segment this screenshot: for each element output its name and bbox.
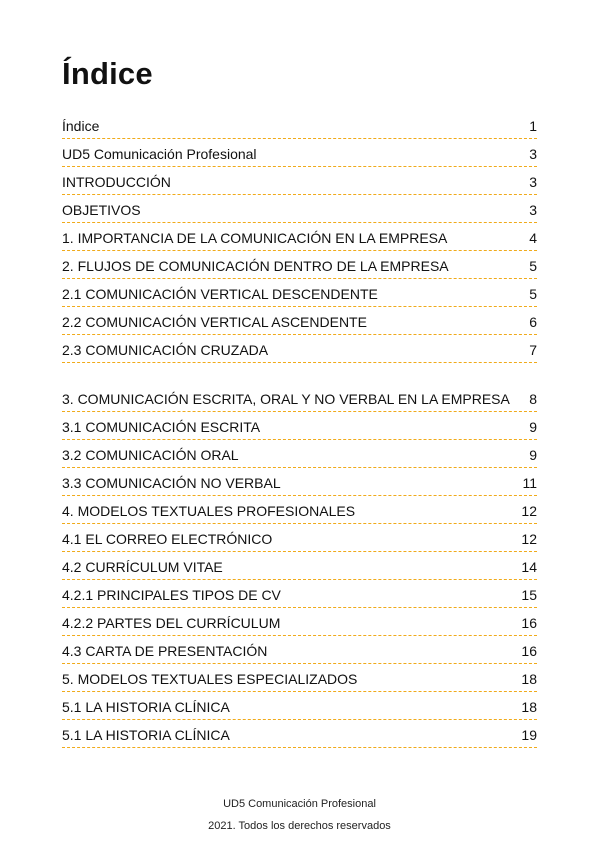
toc-entry-section-2[interactable] [62, 252, 537, 279]
toc-entry-section-2-3[interactable] [62, 336, 537, 363]
toc-entry-page-number: 4 [529, 230, 537, 246]
toc-entry-page-number: 14 [521, 559, 537, 575]
toc-entry-page-number: 3 [529, 146, 537, 162]
toc-entry-section-1[interactable] [62, 224, 537, 251]
toc-entry-page-number: 3 [529, 174, 537, 190]
toc-entry-page-number: 9 [529, 419, 537, 435]
toc-entry-label: 5.1 LA HISTORIA CLÍNICA [62, 699, 230, 715]
toc-entry-label: 5. MODELOS TEXTUALES ESPECIALIZADOS [62, 671, 358, 687]
toc-entry-label: 3. COMUNICACIÓN ESCRITA, ORAL Y NO VERBAL EN LA EMPRESA [62, 391, 510, 407]
toc-entry-section-4-2-2[interactable] [62, 609, 537, 636]
footer-course-title: UD5 Comunicación Profesional [223, 798, 376, 810]
toc-entry-label: 5.1 LA HISTORIA CLÍNICA [62, 727, 230, 743]
toc-entry-label: 4.3 CARTA DE PRESENTACIÓN [62, 643, 268, 659]
toc-entry-label: 4.2.1 PRINCIPALES TIPOS DE CV [62, 587, 281, 603]
toc-entry-label: UD5 Comunicación Profesional [62, 146, 257, 162]
toc-entry-section-2-1[interactable] [62, 280, 537, 307]
toc-entry-section-5[interactable] [62, 665, 537, 692]
toc-entry-page-number: 8 [529, 391, 537, 407]
toc-entry-label: 4.2 CURRÍCULUM VITAE [62, 559, 223, 575]
toc-entry-section-3-3[interactable] [62, 469, 537, 496]
toc-entry-section-3[interactable] [62, 364, 537, 412]
toc-entry-section-5-1-repeat[interactable] [62, 721, 537, 748]
toc-entry-page-number: 9 [529, 447, 537, 463]
toc-entry-page-number: 15 [521, 587, 537, 603]
toc-entry-indice[interactable] [62, 112, 537, 139]
toc-entry-label: 2. FLUJOS DE COMUNICACIÓN DENTRO DE LA EMPRESA [62, 258, 449, 274]
toc-entry-page-number: 16 [521, 615, 537, 631]
toc-entry-page-number: 5 [529, 258, 537, 274]
toc-entry-page-number: 16 [521, 643, 537, 659]
toc-entry-label: OBJETIVOS [62, 202, 141, 218]
toc-entry-label: 1. IMPORTANCIA DE LA COMUNICACIÓN EN LA EMPRESA [62, 230, 448, 246]
toc-entry-label: 2.3 COMUNICACIÓN CRUZADA [62, 342, 269, 358]
toc-entry-label: 2.1 COMUNICACIÓN VERTICAL DESCENDENTE [62, 286, 378, 302]
toc-entry-ud5[interactable] [62, 140, 537, 167]
page-title: Índice [62, 56, 153, 91]
toc-entry-objetivos[interactable] [62, 196, 537, 223]
toc-entry-page-number: 7 [529, 342, 537, 358]
table-of-contents [62, 112, 537, 749]
toc-entry-label: Índice [62, 118, 100, 134]
toc-entry-section-4-3[interactable] [62, 637, 537, 664]
toc-entry-label: 3.1 COMUNICACIÓN ESCRITA [62, 419, 261, 435]
toc-entry-page-number: 3 [529, 202, 537, 218]
toc-entry-page-number: 5 [529, 286, 537, 302]
toc-entry-section-4[interactable] [62, 497, 537, 524]
toc-entry-label: 3.3 COMUNICACIÓN NO VERBAL [62, 475, 281, 491]
toc-entry-section-4-1[interactable] [62, 525, 537, 552]
toc-entry-page-number: 11 [522, 475, 537, 491]
toc-entry-section-4-2[interactable] [62, 553, 537, 580]
toc-entry-label: 4.2.2 PARTES DEL CURRÍCULUM [62, 615, 281, 631]
toc-entry-section-3-2[interactable] [62, 441, 537, 468]
toc-entry-section-5-1[interactable] [62, 693, 537, 720]
toc-entry-label: 3.2 COMUNICACIÓN ORAL [62, 447, 239, 463]
toc-entry-section-2-2[interactable] [62, 308, 537, 335]
toc-entry-page-number: 1 [529, 118, 537, 134]
toc-entry-label: 2.2 COMUNICACIÓN VERTICAL ASCENDENTE [62, 314, 367, 330]
toc-entry-label: INTRODUCCIÓN [62, 174, 171, 190]
toc-entry-page-number: 19 [521, 727, 537, 743]
toc-entry-label: 4.1 EL CORREO ELECTRÓNICO [62, 531, 273, 547]
toc-entry-label: 4. MODELOS TEXTUALES PROFESIONALES [62, 503, 356, 519]
toc-entry-page-number: 18 [521, 671, 537, 687]
toc-entry-introduccion[interactable] [62, 168, 537, 195]
toc-entry-page-number: 6 [529, 314, 537, 330]
toc-entry-section-4-2-1[interactable] [62, 581, 537, 608]
footer-copyright: 2021. Todos los derechos reservados [208, 820, 391, 832]
toc-entry-section-3-1[interactable] [62, 413, 537, 440]
toc-entry-page-number: 12 [521, 503, 537, 519]
toc-entry-page-number: 18 [521, 699, 537, 715]
toc-entry-page-number: 12 [521, 531, 537, 547]
